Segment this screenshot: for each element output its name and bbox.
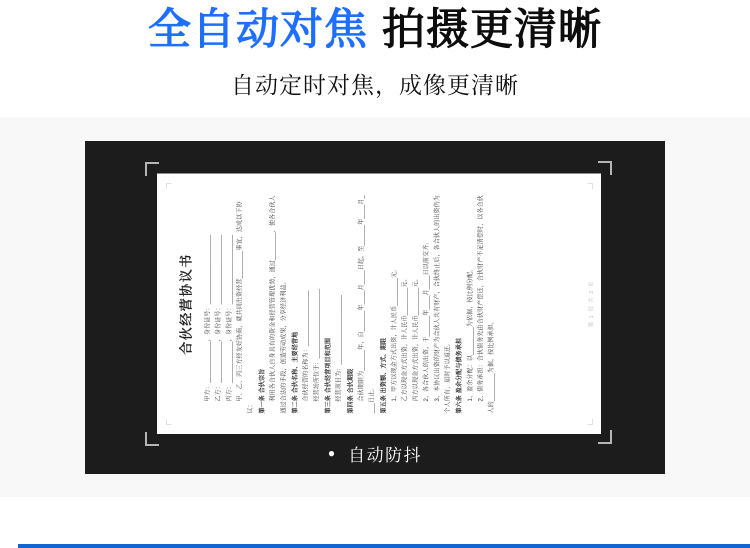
page-corner-mark-icon	[166, 183, 172, 189]
doc-line: 1、盈余分配：以________为依据，按比例分配。	[466, 265, 474, 401]
doc-line: 经营项目为：____________________	[335, 294, 343, 401]
feature-title-accent: 全自动对焦	[148, 6, 368, 54]
document-title: 合伙经营协议书	[178, 252, 194, 355]
doc-line: 丙方：____________，身份证号：____________________	[225, 234, 233, 401]
doc-line: 2、债务承担：合伙债务先由合伙财产偿还，合伙财产不足清偿时，以各合伙人的________为据，按比例承担。	[476, 194, 495, 413]
doc-line: 乙方以现金方式出资，计人民币________元。	[401, 274, 409, 401]
doc-line: 甲、乙、丙三方经友好协商，就共同出资经营________事宜，达成以下协议：	[236, 200, 254, 413]
feature-title	[0, 6, 750, 55]
doc-line: 乙方：____________，身份证号：____________________	[214, 234, 222, 401]
camera-viewfinder-panel	[85, 141, 665, 474]
feature-header	[0, 0, 750, 117]
feature-title-rest: 拍摄更清晰	[382, 6, 602, 54]
doc-line: 第二条 合伙名称、主要经营地	[291, 331, 299, 413]
viewer-caption-label: 自动防抖	[348, 445, 423, 465]
doc-line: 利用各合伙人自身具有的资金和经营管理优势，通过________，使各合伙人通过合法的手段，创造劳动成果，分享经济利益。	[269, 194, 287, 413]
doc-line: 第六条 盈余分配与债务承担	[455, 337, 463, 413]
viewer-caption	[85, 441, 665, 465]
document-page-footer: 第 1 页 共 2 页	[588, 280, 595, 327]
doc-line: 第四条 合伙期限	[346, 368, 354, 413]
doc-text	[203, 194, 497, 413]
bullet-icon: ●	[327, 446, 336, 460]
doc-line: 第五条 出资额、方式、期限	[379, 337, 387, 413]
doc-line: 合伙期限为______年，自______年____月____日起，至______年____月____日止。	[357, 194, 376, 413]
bottom-divider	[18, 544, 750, 548]
doc-line: 合伙经营的名称为：________________	[302, 289, 310, 401]
feature-subtitle: 自动定时对焦，成像更清晰	[231, 72, 519, 99]
gray-band	[0, 117, 750, 497]
doc-line: 1、甲方以现金方式出资，计人民币________元。	[390, 265, 398, 401]
scanned-document-preview	[157, 173, 601, 434]
doc-line: 经营场所位于：____________________	[312, 288, 320, 401]
doc-line: 丙方以现金方式出资，计人民币________元。	[411, 274, 419, 401]
doc-line: 甲方：____________，身份证号：____________________	[204, 234, 211, 401]
doc-line: 2、各合伙人的出资，于______年____月____日以前交齐。	[422, 237, 430, 401]
page-corner-mark-icon	[166, 419, 172, 425]
doc-line: 第三条 合伙经营项目和范围	[324, 337, 332, 413]
doc-line: 3、本协议出资的财产为合伙人共有财产，合伙终止后，各合伙人的出资仍为个人所有，届时予以返还。	[433, 194, 451, 413]
doc-line: 第一条 合伙宗旨	[258, 368, 266, 413]
document-page	[157, 173, 601, 434]
